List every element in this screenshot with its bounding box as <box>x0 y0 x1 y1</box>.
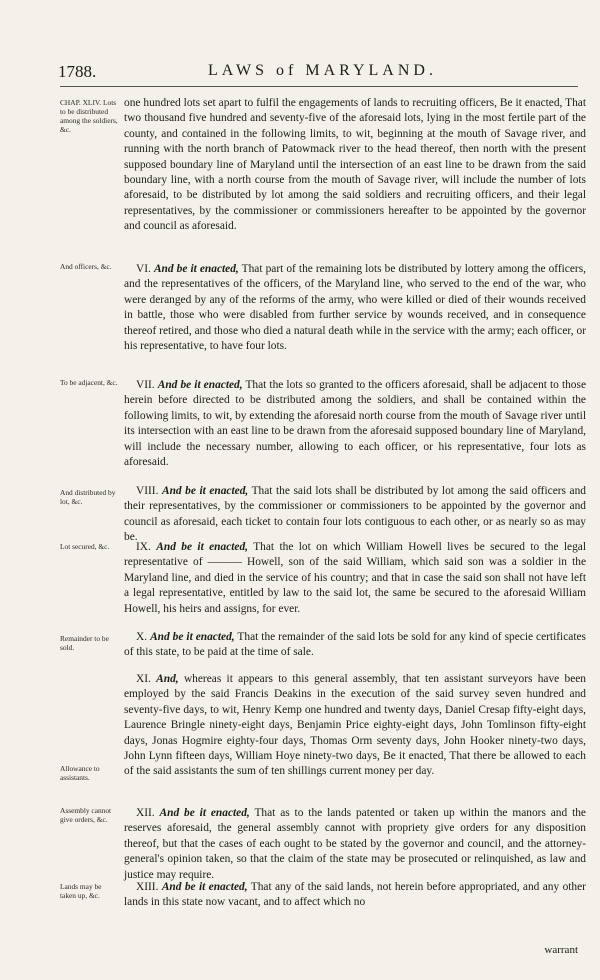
section-number: VI. <box>136 263 151 275</box>
margin-note-remainder: Remainder to be sold. <box>60 634 109 652</box>
section-number: VII. <box>136 379 155 391</box>
paragraph-text: That the remainder of the said lots be sold for any kind of specie certificates of this state, to be paid at the time of sale. <box>124 631 586 659</box>
enacting-clause: And, <box>156 673 179 685</box>
section-number: XIII. <box>136 881 159 893</box>
page-year: 1788. <box>58 62 97 81</box>
section-viii <box>124 484 586 546</box>
enacting-clause: And be it enacted, <box>150 631 235 643</box>
paragraph-text: That the lot on which William Howell lives be secured to the legal representative of ——— Howell, son of the said William, which said son was a soldier in the Maryland line, and died in the service of his country; and that in case the said son shall not have left a legal representative, entitled by law to the said lot, the same be secured to the aforesaid William Howell, his heirs and assigns, for ever. <box>124 541 586 615</box>
catchword: warrant <box>544 944 578 956</box>
section-number: XI. <box>136 673 151 685</box>
header-rule <box>60 86 578 87</box>
enacting-clause: And be it enacted, <box>162 485 249 497</box>
margin-note-allowance: Allowance to assistants. <box>60 764 100 782</box>
section-ix <box>124 540 586 617</box>
paragraph-text: That part of the remaining lots be distributed by lottery among the officers, and the representatives of the officers, of the Maryland line, who served to the end of the war, who were deranged by any of the reforms of the army, who were killed or died of their wounds received in battle, those who were disabled from further service by wounds received, and in consequence thereof retired, and those who died a natural death while in the service with the army; each officer, or his representative, to have four lots. <box>124 263 586 353</box>
paragraph-text: whereas it appears to this general assembly, that ten assistant surveyors have been employed by the said Francis Deakins in the execution of the said survey seven hundred and seventy-five days, to wit, Henry Kemp one hundred and twenty days, Daniel Cresap fifty-eight days, Laurence Bringle ninety-eight days, Benjamin Price eighty-eight days, John Tomlinson fifty-eight days, Jonas Hogmire eighty-four days, Thomas Orm seventy days, John Hooker ninety-two days, John Lynn fifteen days, William Hoye ninety-two days, Be it enacted, That there be allowed to each of the said assistants the sum of ten shillings current money per day. <box>124 673 586 778</box>
section-vii <box>124 378 586 470</box>
margin-note-adjacent: To be adjacent, &c. <box>60 378 118 387</box>
paragraph-text: one hundred lots set apart to fulfil the engagements of lands to recruiting officers, Be it enacted, That two thousand five hundred and seventy-five of the aforesaid lots, lying in the most fertile part of the county, and contained in the following limits, to wit, beginning at the mouth of Savage river, and running with the north branch of Patowmack river to the head thereof, then north with the present supposed boundary line of Maryland until the intersection of an east line to be drawn from the said boundary line, with a north course from the mouth of Savage river, will include the number of lots aforesaid, to be distributed by lot among the said soldiers and recruiting officers, and their legal representatives, by the commissioner or commissioners hereafter to be appointed by the governor and council as aforesaid. <box>124 97 586 233</box>
margin-note-distributed: And distributed by lot, &c. <box>60 488 116 506</box>
paragraph-continued <box>124 96 586 235</box>
section-number: XII. <box>136 807 155 819</box>
enacting-clause: And be it enacted, <box>161 881 248 893</box>
enacting-clause: And be it enacted, <box>156 541 249 553</box>
section-number: IX. <box>136 541 151 553</box>
paragraph-text: That the lots so granted to the officers aforesaid, shall be adjacent to those herein before directed to be distributed among the soldiers, and shall be contained within the following limits, to wit, by extending the aforesaid north course from the mouth of Savage river until its intersection with an east line to be drawn from the aforesaid supposed boundary line of Maryland, will include the necessary number, allowing to each officer, or his representative, four lots as aforesaid. <box>124 379 586 469</box>
enacting-clause: And be it enacted, <box>157 379 243 391</box>
section-xiii <box>124 880 586 911</box>
enacting-clause: And be it enacted, <box>159 807 250 819</box>
section-number: X. <box>136 631 148 643</box>
margin-note-lands: Lands may be taken up, &c. <box>60 882 102 900</box>
paragraph-text: That the said lots shall be distributed by lot among the said officers and their representatives, by the commissioner or commissioners to be appointed by the governor and council as aforesaid, each ticket to contain four lots contiguous to each other, or as nearly so as may be. <box>124 485 586 544</box>
margin-note-assembly: Assembly cannot give orders, &c. <box>60 806 112 824</box>
section-vi <box>124 262 586 354</box>
section-xii <box>124 806 586 883</box>
paragraph-text: That as to the lands patented or taken up within the manors and the reserves aforesaid, the general assembly cannot with propriety give orders for any disposition thereof, but that the cases of each ought to be stated by the governor and council, and the attorney-general's opinion taken, so that the claim of the state may be prosecuted or relinquished, as law and justice may require. <box>124 807 586 881</box>
page-header <box>58 62 578 84</box>
section-number: VIII. <box>136 485 159 497</box>
section-xi <box>124 672 586 780</box>
running-title: LAWS of MARYLAND. <box>208 62 437 79</box>
enacting-clause: And be it enacted, <box>153 263 239 275</box>
margin-note-chapter: CHAP. XLIV. Lots to be distributed among the soldiers, &c. <box>60 98 118 134</box>
section-x <box>124 630 586 661</box>
margin-note-officers: And officers, &c. <box>60 262 112 271</box>
paragraph-text: That any of the said lands, not herein before appropriated, and any other lands in this state now vacant, and to affect which no <box>124 881 586 909</box>
margin-note-lot-secured: Lot secured, &c. <box>60 542 110 551</box>
